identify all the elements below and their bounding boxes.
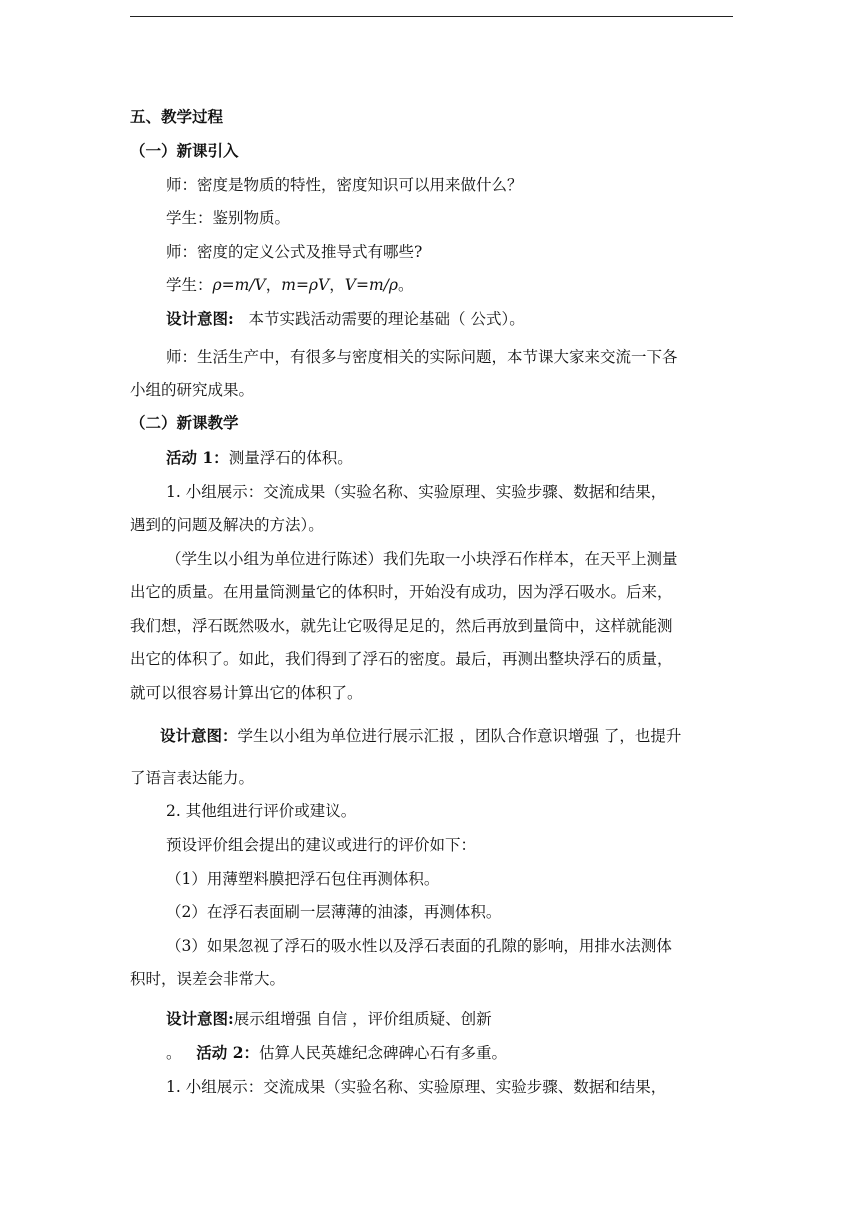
student-answer-1: 学生：鉴别物质。 [166,209,291,227]
teacher-statement-line-1: 师：生活生产中，有很多与密度相关的实际问题，本节课大家来交流一下各 [166,348,678,366]
design-intent-2-label: 设计意图： [160,726,238,745]
teacher-statement-line-2: 小组的研究成果。 [130,381,255,399]
item-2: 2. 其他组进行评价或建议。 [166,802,357,820]
section-heading: 五、教学过程 [130,107,224,126]
activity-2-text: 估算人民英雄纪念碑碑心石有多重。 [258,1044,507,1062]
design-intent-3-text: 展示组增强 自信 ，评价组质疑、创新 [233,1010,492,1028]
design-intent-2-text: 学生以小组为单位进行展示汇报 ，团队合作意识增强 了，也提升 [237,727,682,745]
item-3: 1. 小组展示：交流成果（实验名称、实验原理、实验步骤、数据和结果， [166,1078,667,1096]
narrative-line-1: （学生以小组为单位进行陈述）我们先取一小块浮石作样本，在天平上测量 [166,550,678,568]
part2-heading: （二）新课教学 [130,413,239,432]
design-intent-2-line-2: 了语言表达能力。 [130,769,255,787]
narrative-line-3: 我们想，浮石既然吸水，就先让它吸得足足的，然后再放到量筒中，这样就能测 [130,617,673,635]
suggestion-3-line-2: 积时，误差会非常大。 [130,970,286,988]
formula-mass: m=ρV [281,276,330,294]
formula-end: 。 [397,276,414,294]
header-rule [130,16,733,17]
activity-2-dot: 。 [166,1044,182,1062]
suggestion-1: （1）用薄塑料膜把浮石包住再测体积。 [166,870,440,888]
narrative-line-4: 出它的体积了。如此，我们得到了浮石的密度。最后，再测出整块浮石的质量， [130,650,673,668]
suggestion-2: （2）在浮石表面刷一层薄薄的油漆，再测体积。 [166,903,502,921]
preset-evaluation: 预设评价组会提出的建议或进行的评价如下： [166,836,477,854]
narrative-line-5: 就可以很容易计算出它的体积了。 [130,684,363,702]
formula-volume: V=m/ρ [344,276,398,294]
activity-1-label: 活动 1： [166,448,229,467]
activity-1 [166,448,353,468]
answer-prefix: 学生： [166,276,213,294]
item-1-line-2: 遇到的问题及解决的方法）。 [130,516,324,534]
activity-2-label: 活动 2： [196,1043,259,1062]
design-intent-3-label: 设计意图: [166,1009,234,1028]
suggestion-3-line-1: （3）如果忽视了浮石的吸水性以及浮石表面的孔隙的影响，用排水法测体 [166,937,672,955]
student-answer-2 [166,275,414,295]
design-intent-2 [160,726,681,746]
design-intent-1-text: 本节实践活动需要的理论基础（ 公式）。 [248,310,525,328]
item-1-line-1: 1. 小组展示：交流成果（实验名称、实验原理、实验步骤、数据和结果， [166,483,667,501]
activity-1-text: 测量浮石的体积。 [228,449,353,467]
activity-2 [166,1043,507,1063]
formula-sep-1: ， [265,276,282,294]
teacher-question-1: 师：密度是物质的特性，密度知识可以用来做什么？ [166,176,523,194]
formula-sep-2: ， [329,276,345,294]
design-intent-1-label: 设计意图: [166,309,234,328]
formula-density: ρ=m/V [212,276,266,294]
design-intent-3 [166,1009,492,1029]
part1-heading: （一）新课引入 [130,141,239,160]
narrative-line-2: 出它的质量。在用量筒测量它的体积时，开始没有成功，因为浮石吸水。后来， [130,583,673,601]
design-intent-1 [166,309,525,329]
teacher-question-2: 师：密度的定义公式及推导式有哪些? [166,243,423,261]
